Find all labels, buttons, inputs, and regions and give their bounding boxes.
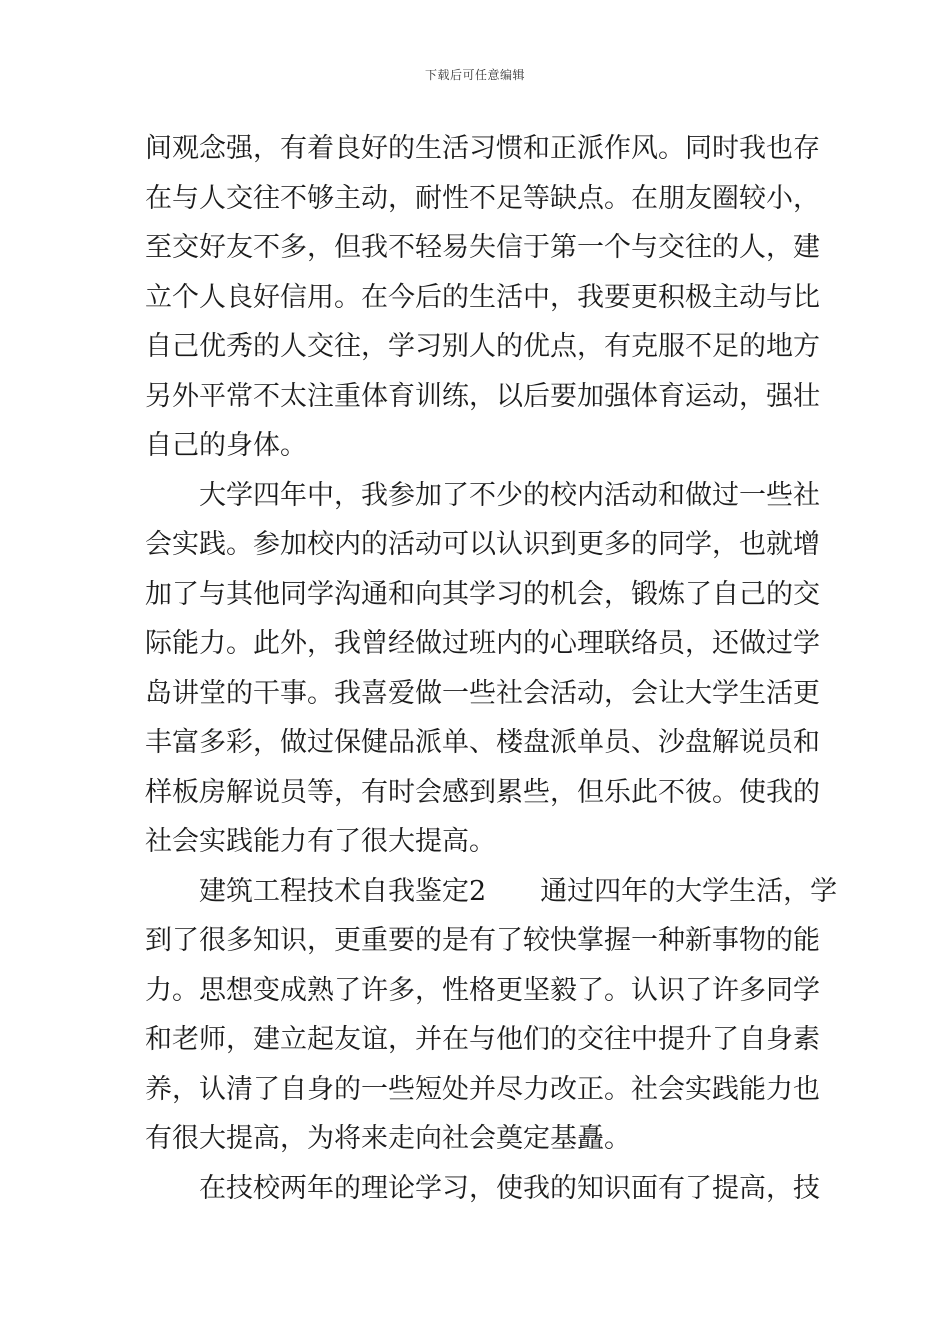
document-body: [145, 124, 838, 1213]
text-line: 大学四年中，我参加了不少的校内活动和做过一些社: [145, 479, 820, 511]
text-line: 和老师，建立起友谊，并在与他们的交往中提升了自身素: [145, 1024, 820, 1055]
text-line: 自己的身体。: [145, 430, 307, 461]
text-line: 社会实践能力有了很大提高。: [145, 826, 496, 857]
text-line: 丰富多彩，做过保健品派单、楼盘派单员、沙盘解说员和: [145, 727, 820, 758]
section-heading-line: [145, 867, 838, 917]
section-heading: 建筑工程技术自我鉴定2: [199, 875, 487, 907]
text-line: 间观念强，有着良好的生活习惯和正派作风。同时我也存: [145, 133, 820, 164]
text-line: 会实践。参加校内的活动可以认识到更多的同学，也就增: [145, 529, 820, 560]
text-line: 立个人良好信用。在今后的生活中，我要更积极主动与比: [145, 281, 820, 313]
text-line: 有很大提高，为将来走向社会奠定基矗。: [145, 1123, 631, 1154]
heading-continuation: 通过四年的大学生活，学: [540, 875, 838, 907]
text-line: 际能力。此外，我曾经做过班内的心理联络员，还做过学: [145, 628, 820, 659]
text-line: 岛讲堂的干事。我喜爱做一些社会活动，会让大学生活更: [145, 677, 820, 709]
text-line: 力。思想变成熟了许多，性格更坚毅了。认识了许多同学: [145, 974, 820, 1006]
text-line: 加了与其他同学沟通和向其学习的机会，锻炼了自己的交: [145, 578, 820, 610]
page-header: 下载后可任意编辑: [424, 68, 525, 82]
text-line: 样板房解说员等，有时会感到累些，但乐此不彼。使我的: [145, 776, 820, 808]
text-line: 至交好友不多，但我不轻易失信于第一个与交往的人，建: [145, 232, 820, 263]
text-line: 养，认清了自身的一些短处并尽力改正。社会实践能力也: [145, 1073, 820, 1105]
text-line: 在与人交往不够主动，耐性不足等缺点。在朋友圈较小，: [145, 182, 820, 214]
text-line: 自己优秀的人交往，学习别人的优点，有克服不足的地方: [145, 331, 820, 362]
text-line: 另外平常不太注重体育训练，以后要加强体育运动，强壮: [145, 380, 820, 412]
text-line: 到了很多知识，更重要的是有了较快掌握一种新事物的能: [145, 925, 820, 956]
text-line: 在技校两年的理论学习，使我的知识面有了提高，技: [145, 1172, 820, 1204]
